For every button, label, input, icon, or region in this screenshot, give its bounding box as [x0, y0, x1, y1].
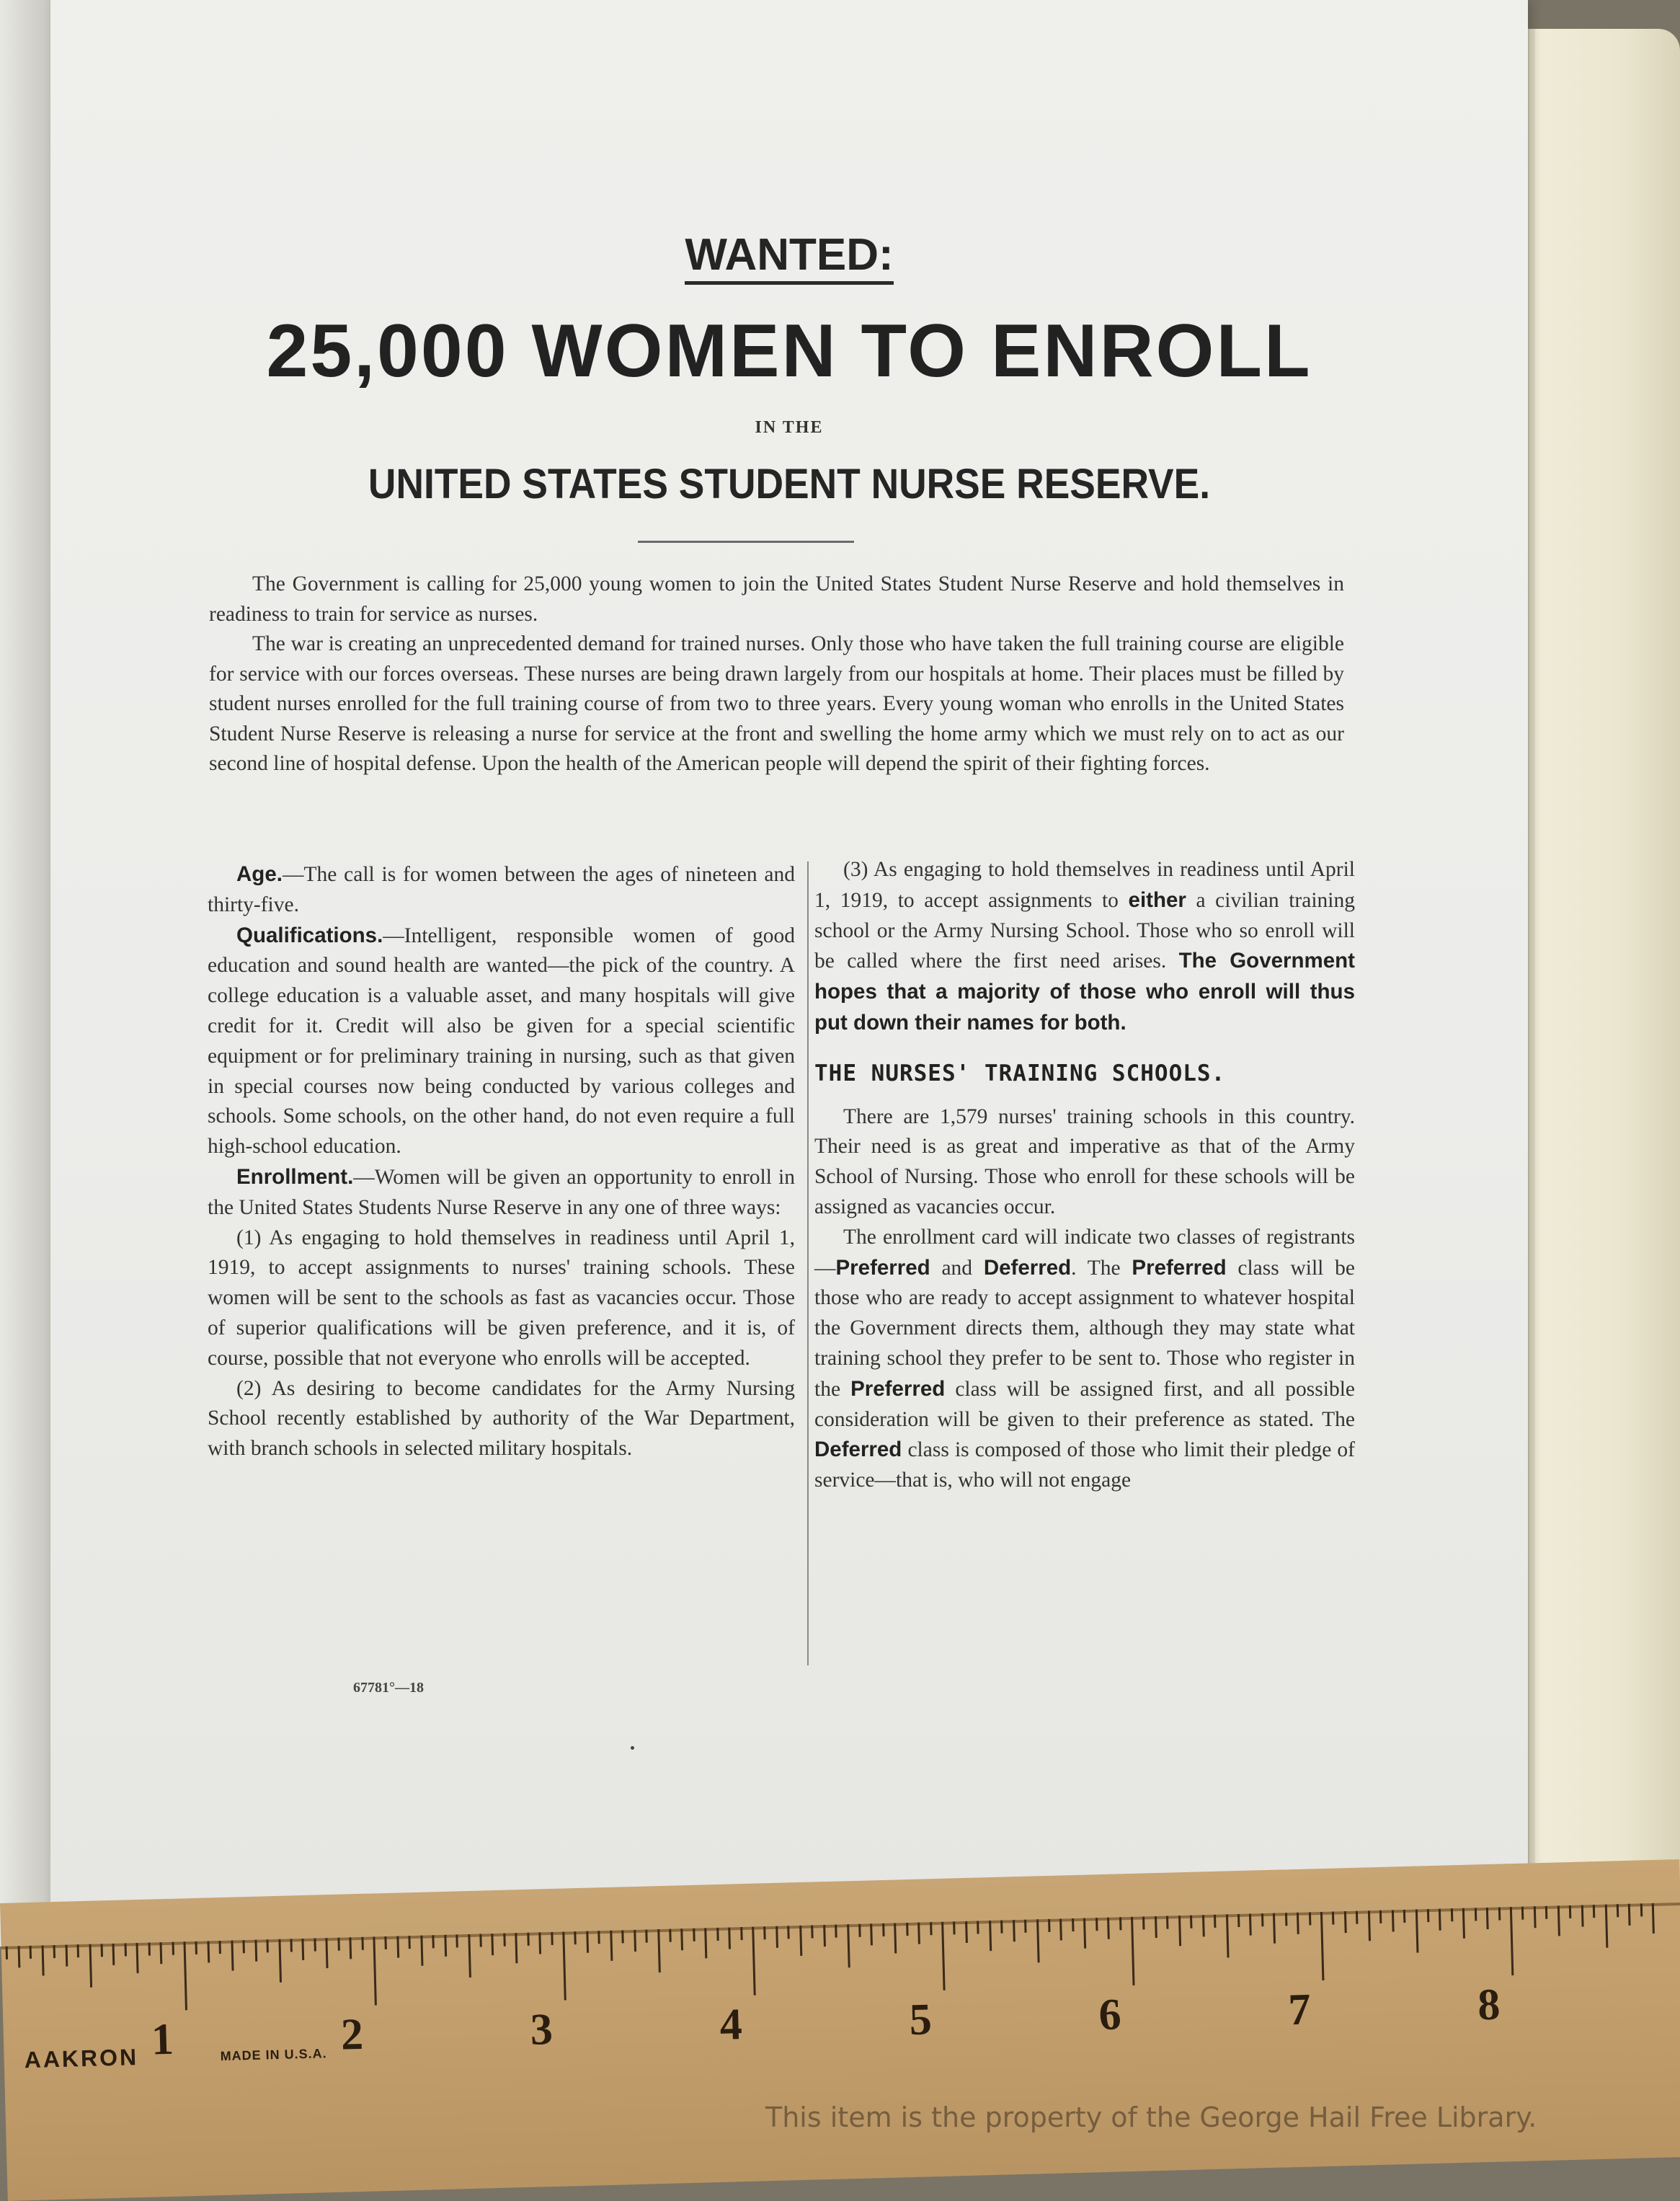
ruler-number: 4 [719, 2000, 743, 2050]
ruler-number: 8 [1477, 1980, 1501, 2030]
ruler-tick [6, 1947, 8, 1959]
card-and: and [930, 1256, 984, 1280]
ruler-tick [1356, 1911, 1358, 1924]
column-divider [807, 862, 809, 1665]
ruler-tick [527, 1933, 529, 1946]
ruler-number: 3 [529, 2004, 554, 2055]
ruler-tick [775, 1926, 778, 1948]
ruler-tick [1048, 1919, 1050, 1932]
ruler-tick [551, 1932, 553, 1945]
ruler-tick [1332, 1912, 1334, 1925]
deferred-term: Deferred [983, 1255, 1072, 1280]
ruler-tick [1617, 1904, 1619, 1917]
intro-paragraph-2: The war is creating an unprecedented demand for trained nurses. Only those who have taken the full training course are eligible for service with our forces overseas. These nurses are being drawn largely from our hospitals at home. Their places must be filled by student nurses enrolled for the full training course of from two to three years. Every young woman who enrolls in the United States Student Nurse Reserve is releasing a nurse for service at the front and swelling the home army which we must rely on to act as our second line of hospital defense. Upon the health of the American people will depend the spirit of their fighting forces. [209, 632, 1344, 775]
ruler-tick [432, 1935, 435, 1948]
ruler-tick [1451, 1908, 1453, 1921]
ruler-tick [1415, 1910, 1418, 1953]
ruler-tick [1214, 1915, 1216, 1928]
qualifications-lead: Qualifications. [236, 923, 383, 947]
ruler-tick [562, 1932, 566, 2001]
ruler-tick [314, 1939, 316, 1952]
ruler-tick [254, 1940, 257, 1962]
ruler-tick [396, 1936, 399, 1958]
ruler-tick [1285, 1913, 1287, 1926]
enrollment-paragraph [208, 1162, 795, 1223]
way3-either: either [1128, 887, 1186, 912]
ruler-tick [1510, 1907, 1514, 1975]
ruler-tick [740, 1927, 742, 1940]
ruler-tick [574, 1931, 577, 1944]
ruler-tick [409, 1936, 411, 1949]
ruler-tick [41, 1945, 44, 1975]
ruler-tick [1309, 1912, 1311, 1925]
ruler-tick [1581, 1905, 1583, 1927]
ruler-tick [704, 1928, 707, 1958]
ruler-tick [290, 1939, 292, 1952]
card-text-a: The enrollment card will indicate two classes of registrants— [814, 1225, 1355, 1280]
ruler-tick [1628, 1904, 1631, 1926]
ruler-tick [53, 1945, 55, 1958]
enrollment-way-3 [814, 855, 1355, 1039]
ruler-tick [835, 1925, 837, 1938]
ruler-tick [1593, 1905, 1595, 1918]
ruler-made-in: MADE IN U.S.A. [220, 2046, 327, 2064]
ruler-tick [681, 1928, 684, 1950]
ruler-tick [515, 1933, 518, 1963]
ruler-tick [385, 1936, 387, 1949]
ruler-tick [231, 1941, 234, 1971]
way3-text-b: a civilian training school or the Army Nursing School. Those who so enroll will be called where the first need arises. [814, 888, 1355, 973]
ruler-tick [871, 1923, 874, 1945]
ruler-tick [1521, 1907, 1524, 1920]
print-code: 67781°—18 [353, 1680, 424, 1696]
ruler-number: 7 [1287, 1985, 1312, 2035]
ruler-tick [1036, 1919, 1040, 1962]
ruler-tick [112, 1944, 115, 1965]
ruler-tick [716, 1928, 719, 1941]
ruler-tick [586, 1931, 589, 1953]
ruler-tick [1486, 1908, 1489, 1929]
ruler-tick [278, 1939, 282, 1983]
ruler-tick [337, 1938, 339, 1951]
preferred-term: Preferred [835, 1255, 930, 1280]
ruler-tick [1155, 1916, 1157, 1938]
ruler-tick [326, 1938, 329, 1968]
ruler-tick [1000, 1921, 1003, 1934]
age-lead: Age. [236, 862, 283, 886]
age-text: —The call is for women between the ages of nineteen and thirty-five. [208, 863, 795, 916]
ruler [0, 1859, 1680, 2201]
ruler-tick [492, 1934, 494, 1955]
ruler-tick [1569, 1905, 1571, 1918]
enrollment-card-paragraph [814, 1223, 1355, 1496]
ruler-tick [243, 1940, 245, 1953]
left-column [208, 859, 795, 1464]
intro-paragraph-1: The Government is calling for 25,000 young women to join the United States Student Nurse Reserve and hold themselves in readiness to train for service as nurses. [209, 572, 1344, 626]
ruler-tick [693, 1928, 695, 1941]
card-text-b: . The [1071, 1256, 1132, 1280]
ruler-tick [965, 1921, 968, 1943]
ruler-tick [77, 1944, 79, 1957]
enrollment-text: —Women will be given an opportunity to enroll in the United States Students Nurse Reserve in any one of three ways: [208, 1165, 795, 1219]
ruler-tick [420, 1936, 423, 1966]
section-title-training-schools: THE NURSES' TRAINING SCHOOLS. [814, 1060, 1226, 1086]
ruler-tick [1344, 1911, 1347, 1933]
ruler-tick [302, 1939, 305, 1960]
ruler-tick [1261, 1913, 1263, 1926]
card-text-d: class will be assigned first, and all possible consideration will be given to their preference as stated. The [814, 1377, 1355, 1431]
ruler-tick [847, 1924, 850, 1967]
ruler-tick [350, 1937, 352, 1959]
ruler-tick [634, 1930, 636, 1952]
preferred-term: Preferred [1132, 1255, 1227, 1280]
ruler-tick [30, 1946, 32, 1959]
ruler-tick [917, 1923, 920, 1944]
ruler-tick [100, 1944, 102, 1957]
card-text-e: class is composed of those who limit their pledge of service—that is, who will not engage [814, 1438, 1355, 1492]
ruler-tick [267, 1939, 269, 1952]
ruler-tick [1427, 1909, 1429, 1922]
ruler-tick [621, 1930, 623, 1943]
ruler-tick [906, 1923, 908, 1936]
ruler-tick [598, 1931, 600, 1944]
ruler-tick [1640, 1903, 1643, 1916]
ruler-tick [858, 1924, 861, 1937]
ruler-tick [1249, 1914, 1252, 1936]
ruler-tick [954, 1921, 956, 1934]
ruler-tick [195, 1941, 197, 1954]
ruler-tick [1024, 1920, 1026, 1933]
ruler-tick [1119, 1917, 1121, 1930]
ruler-tick [1059, 1918, 1062, 1940]
ruler-tick [1498, 1908, 1500, 1921]
ruler-tick [1166, 1916, 1168, 1929]
ruler-tick [1379, 1910, 1382, 1923]
ruler-tick [764, 1926, 766, 1939]
ruler-tick [1557, 1905, 1560, 1936]
card-text-c: class will be those who are ready to accept assignment to whatever hospital the Government directs them, although they may state what training school they prefer to be sent to. Those who register in the [814, 1256, 1355, 1401]
ruler-tick [1439, 1909, 1441, 1931]
age-paragraph [208, 859, 795, 921]
subheading: UNITED STATES STUDENT NURSE RESERVE. [368, 461, 1211, 508]
document-page [50, 0, 1528, 1947]
title-divider [638, 541, 854, 543]
ruler-tick [941, 1922, 945, 1990]
ruler-tick [788, 1926, 790, 1939]
enrollment-lead: Enrollment. [236, 1164, 354, 1189]
ruler-tick [1652, 1903, 1655, 1934]
ruler-tick [1462, 1908, 1465, 1939]
ruler-tick [610, 1931, 613, 1961]
paper-speck [631, 1746, 634, 1750]
ruler-tick [89, 1944, 92, 1988]
ruler-tick [752, 1927, 755, 1996]
enrollment-way-1: (1) As engaging to hold themselves in readiness until April 1, 1919, to accept assignments to nurses' training schools. These women will be sent to the schools as fast as vacancies occur. Those of superior qualifications will be given preference, and it is, of course, possible that not everyone who enrolls will be accepted. [208, 1226, 795, 1370]
ruler-tick [1131, 1917, 1134, 1985]
ruler-tick [1297, 1913, 1299, 1934]
ruler-tick [503, 1934, 505, 1947]
ruler-tick [455, 1934, 458, 1947]
ruler-tick [989, 1921, 992, 1951]
ruler-tick [172, 1942, 174, 1955]
deferred-term: Deferred [814, 1438, 902, 1462]
ruler-tick [361, 1937, 363, 1950]
ruler-tick [811, 1925, 813, 1938]
enrollment-way-2: (2) As desiring to become candidates for the Army Nursing School recently established by authority of the War Department, with branch schools in selected military hospitals. [208, 1376, 795, 1461]
ruler-tick [823, 1925, 826, 1947]
ruler-tick [1320, 1912, 1324, 1980]
ruler-tick [894, 1923, 897, 1953]
ruler-ticks [1, 1903, 1680, 2201]
ruler-tick [148, 1943, 150, 1956]
way3-text-a: (3) As engaging to hold themselves in readiness until April 1, 1919, to accept assignments to [814, 858, 1355, 912]
qualifications-text: —Intelligent, responsible women of good education and sound health are wanted—the pick of the country. A college education is a valuable asset, and many hospitals will give credit for it. Credit will also be given for a special scientific equipment or for preliminary training in nursing, such as that given in special courses now being conducted by various colleges and schools. Some schools, on the other hand, do not even require a full high-school education. [208, 924, 795, 1159]
ruler-tick [1190, 1916, 1192, 1928]
ruler-tick [799, 1926, 802, 1956]
ruler-tick [1237, 1914, 1240, 1927]
way3-bold-text: The Government hopes that a majority of those who enroll will thus put down their names for both. [814, 949, 1355, 1035]
ruler-tick [479, 1934, 481, 1947]
ruler-brand: AAKRON [24, 2044, 139, 2073]
ruler-tick [728, 1927, 731, 1949]
ruler-tick [124, 1943, 126, 1956]
ruler-tick [977, 1921, 979, 1934]
ruler-tick [373, 1936, 376, 2005]
ruler-number: 1 [151, 2014, 174, 2065]
ruler-tick [645, 1929, 647, 1942]
ruler-tick [136, 1943, 139, 1973]
ruler-tick [1392, 1910, 1395, 1931]
ruler-tick [882, 1923, 884, 1936]
ruler-tick [669, 1929, 671, 1942]
ruler-tick [17, 1946, 20, 1967]
ruler-tick [160, 1942, 163, 1964]
ruler-tick [1083, 1918, 1086, 1949]
ruler-tick [1545, 1906, 1547, 1919]
ruler-tick [1368, 1910, 1371, 1941]
ruler-tick [207, 1941, 210, 1962]
library-watermark: This item is the property of the George Hail Free Library. [765, 2102, 1537, 2133]
ruler-tick [1273, 1913, 1276, 1944]
ruler-tick [1403, 1910, 1405, 1923]
intro-text [209, 570, 1344, 779]
ruler-tick [1225, 1914, 1229, 1957]
ruler-tick [1178, 1916, 1181, 1946]
ruler-number: 2 [340, 2009, 364, 2060]
ruler-tick [219, 1941, 221, 1954]
folder-edge [1528, 29, 1535, 1939]
ruler-tick [657, 1929, 661, 1972]
ruler-tick [1107, 1918, 1110, 1939]
right-column [814, 855, 1355, 1496]
ruler-tick [930, 1922, 932, 1935]
qualifications-paragraph [208, 921, 795, 1162]
training-schools-paragraph: There are 1,579 nurses' training schools in this country. Their need is as great and imperative as that of the Army School of Nursing. Those who enroll for these schools will be assigned as vacancies occur. [814, 1104, 1355, 1218]
in-the-label: IN THE [755, 418, 824, 437]
ruler-tick [183, 1941, 187, 2010]
ruler-tick [468, 1934, 471, 1978]
ruler-number: 5 [908, 1995, 933, 2045]
ruler-tick [1534, 1906, 1537, 1928]
ruler-tick [538, 1932, 541, 1954]
ruler-tick [1475, 1908, 1477, 1921]
preferred-term: Preferred [850, 1376, 946, 1401]
ruler-tick [1013, 1920, 1015, 1941]
wanted-heading: WANTED: [50, 229, 1528, 280]
ruler-tick [65, 1945, 68, 1967]
ruler-tick [1142, 1916, 1145, 1929]
main-headline: 25,000 WOMEN TO ENROLL [266, 309, 1312, 393]
ruler-number: 6 [1098, 1990, 1122, 2040]
ruler-tick [1072, 1918, 1074, 1931]
ruler-tick [1095, 1918, 1098, 1931]
ruler-tick [444, 1935, 447, 1957]
ruler-tick [1202, 1915, 1205, 1936]
ruler-tick [1604, 1905, 1608, 1948]
